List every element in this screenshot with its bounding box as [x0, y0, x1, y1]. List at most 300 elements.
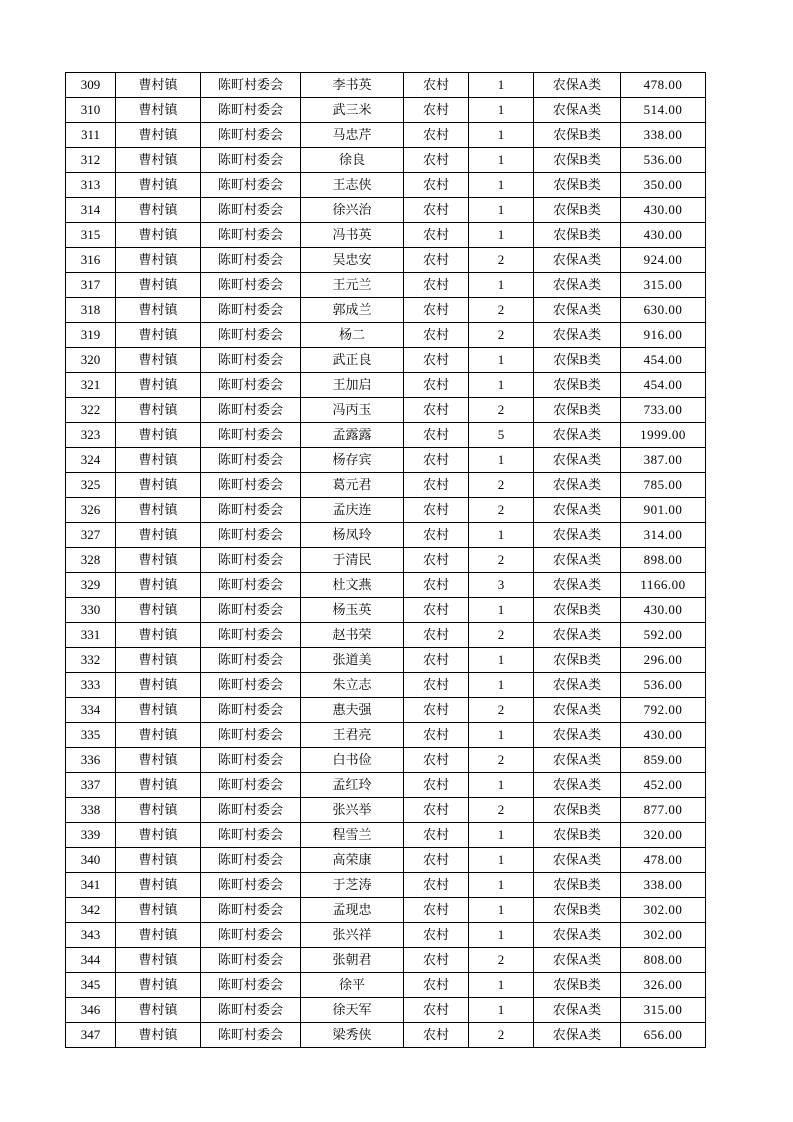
cell-household-type: 农村: [404, 773, 469, 798]
cell-household-type: 农村: [404, 323, 469, 348]
cell-person-count: 1: [469, 98, 534, 123]
cell-household-type: 农村: [404, 823, 469, 848]
cell-village: 陈町村委会: [201, 723, 301, 748]
cell-village: 陈町村委会: [201, 973, 301, 998]
cell-town: 曹村镇: [116, 398, 201, 423]
cell-village: 陈町村委会: [201, 323, 301, 348]
cell-insurance-category: 农保B类: [534, 798, 621, 823]
cell-household-type: 农村: [404, 673, 469, 698]
cell-person-count: 2: [469, 623, 534, 648]
table-row: [66, 873, 706, 898]
cell-insurance-category: 农保A类: [534, 748, 621, 773]
cell-town: 曹村镇: [116, 548, 201, 573]
table-row: [66, 973, 706, 998]
cell-insurance-category: 农保B类: [534, 348, 621, 373]
cell-person-count: 1: [469, 923, 534, 948]
cell-household-type: 农村: [404, 923, 469, 948]
cell-village: 陈町村委会: [201, 848, 301, 873]
cell-amount: 314.00: [621, 523, 706, 548]
cell-amount: 536.00: [621, 673, 706, 698]
cell-village: 陈町村委会: [201, 873, 301, 898]
cell-person-name: 葛元君: [301, 473, 404, 498]
cell-person-count: 1: [469, 173, 534, 198]
cell-insurance-category: 农保B类: [534, 648, 621, 673]
cell-household-type: 农村: [404, 148, 469, 173]
cell-person-name: 杨玉英: [301, 598, 404, 623]
cell-seq: 313: [66, 173, 116, 198]
table-row: [66, 998, 706, 1023]
cell-person-name: 梁秀侠: [301, 1023, 404, 1048]
cell-amount: 916.00: [621, 323, 706, 348]
cell-household-type: 农村: [404, 948, 469, 973]
cell-insurance-category: 农保A类: [534, 1023, 621, 1048]
cell-person-count: 2: [469, 798, 534, 823]
cell-person-count: 1: [469, 673, 534, 698]
cell-town: 曹村镇: [116, 873, 201, 898]
cell-person-count: 1: [469, 998, 534, 1023]
cell-amount: 1166.00: [621, 573, 706, 598]
table-row: [66, 648, 706, 673]
cell-amount: 430.00: [621, 598, 706, 623]
cell-person-name: 高荣康: [301, 848, 404, 873]
table-row: [66, 298, 706, 323]
table-row: [66, 598, 706, 623]
table-row: [66, 223, 706, 248]
table-row: [66, 673, 706, 698]
cell-person-name: 孟红玲: [301, 773, 404, 798]
cell-seq: 319: [66, 323, 116, 348]
table-row: [66, 798, 706, 823]
cell-amount: 430.00: [621, 223, 706, 248]
cell-village: 陈町村委会: [201, 648, 301, 673]
cell-insurance-category: 农保B类: [534, 173, 621, 198]
cell-town: 曹村镇: [116, 998, 201, 1023]
cell-person-name: 张道美: [301, 648, 404, 673]
table-row: [66, 423, 706, 448]
cell-seq: 343: [66, 923, 116, 948]
cell-person-name: 程雪兰: [301, 823, 404, 848]
cell-seq: 320: [66, 348, 116, 373]
cell-seq: 322: [66, 398, 116, 423]
cell-household-type: 农村: [404, 223, 469, 248]
cell-town: 曹村镇: [116, 423, 201, 448]
cell-seq: 317: [66, 273, 116, 298]
cell-amount: 478.00: [621, 848, 706, 873]
cell-seq: 337: [66, 773, 116, 798]
cell-seq: 321: [66, 373, 116, 398]
cell-person-count: 5: [469, 423, 534, 448]
cell-seq: 326: [66, 498, 116, 523]
cell-amount: 320.00: [621, 823, 706, 848]
cell-person-count: 1: [469, 723, 534, 748]
cell-village: 陈町村委会: [201, 673, 301, 698]
table-row: [66, 373, 706, 398]
cell-town: 曹村镇: [116, 348, 201, 373]
cell-insurance-category: 农保A类: [534, 548, 621, 573]
cell-amount: 1999.00: [621, 423, 706, 448]
table-row: [66, 898, 706, 923]
cell-insurance-category: 农保B类: [534, 823, 621, 848]
cell-amount: 387.00: [621, 448, 706, 473]
cell-person-name: 李书英: [301, 73, 404, 98]
cell-person-name: 王元兰: [301, 273, 404, 298]
cell-household-type: 农村: [404, 698, 469, 723]
cell-amount: 877.00: [621, 798, 706, 823]
cell-person-count: 1: [469, 448, 534, 473]
cell-person-name: 白书俭: [301, 748, 404, 773]
cell-household-type: 农村: [404, 348, 469, 373]
cell-village: 陈町村委会: [201, 298, 301, 323]
cell-town: 曹村镇: [116, 798, 201, 823]
cell-person-name: 郭成兰: [301, 298, 404, 323]
cell-household-type: 农村: [404, 623, 469, 648]
table-row: [66, 98, 706, 123]
cell-person-count: 1: [469, 523, 534, 548]
cell-seq: 341: [66, 873, 116, 898]
cell-town: 曹村镇: [116, 1023, 201, 1048]
cell-amount: 808.00: [621, 948, 706, 973]
cell-town: 曹村镇: [116, 623, 201, 648]
cell-village: 陈町村委会: [201, 148, 301, 173]
cell-insurance-category: 农保A类: [534, 948, 621, 973]
cell-amount: 656.00: [621, 1023, 706, 1048]
cell-person-count: 1: [469, 898, 534, 923]
cell-village: 陈町村委会: [201, 898, 301, 923]
cell-amount: 592.00: [621, 623, 706, 648]
cell-household-type: 农村: [404, 448, 469, 473]
cell-town: 曹村镇: [116, 323, 201, 348]
cell-amount: 430.00: [621, 723, 706, 748]
cell-village: 陈町村委会: [201, 173, 301, 198]
cell-town: 曹村镇: [116, 473, 201, 498]
cell-insurance-category: 农保B类: [534, 373, 621, 398]
cell-household-type: 农村: [404, 748, 469, 773]
cell-insurance-category: 农保B类: [534, 148, 621, 173]
cell-person-count: 2: [469, 248, 534, 273]
cell-person-name: 张朝君: [301, 948, 404, 973]
cell-seq: 344: [66, 948, 116, 973]
cell-person-count: 2: [469, 1023, 534, 1048]
cell-town: 曹村镇: [116, 373, 201, 398]
cell-person-name: 武三米: [301, 98, 404, 123]
cell-seq: 318: [66, 298, 116, 323]
cell-person-name: 张兴祥: [301, 923, 404, 948]
cell-amount: 454.00: [621, 348, 706, 373]
cell-insurance-category: 农保B类: [534, 198, 621, 223]
cell-person-count: 3: [469, 573, 534, 598]
cell-town: 曹村镇: [116, 773, 201, 798]
cell-village: 陈町村委会: [201, 748, 301, 773]
cell-person-count: 2: [469, 398, 534, 423]
cell-village: 陈町村委会: [201, 998, 301, 1023]
cell-person-count: 1: [469, 273, 534, 298]
cell-town: 曹村镇: [116, 698, 201, 723]
cell-town: 曹村镇: [116, 748, 201, 773]
cell-person-name: 杨二: [301, 323, 404, 348]
cell-insurance-category: 农保B类: [534, 973, 621, 998]
cell-household-type: 农村: [404, 248, 469, 273]
cell-amount: 898.00: [621, 548, 706, 573]
cell-person-count: 1: [469, 648, 534, 673]
cell-household-type: 农村: [404, 373, 469, 398]
cell-insurance-category: 农保A类: [534, 923, 621, 948]
cell-village: 陈町村委会: [201, 498, 301, 523]
cell-insurance-category: 农保A类: [534, 623, 621, 648]
cell-seq: 323: [66, 423, 116, 448]
table-row: [66, 473, 706, 498]
cell-person-name: 孟现忠: [301, 898, 404, 923]
cell-household-type: 农村: [404, 998, 469, 1023]
cell-household-type: 农村: [404, 98, 469, 123]
cell-person-name: 冯丙玉: [301, 398, 404, 423]
cell-town: 曹村镇: [116, 823, 201, 848]
cell-village: 陈町村委会: [201, 98, 301, 123]
cell-household-type: 农村: [404, 398, 469, 423]
cell-village: 陈町村委会: [201, 423, 301, 448]
cell-village: 陈町村委会: [201, 73, 301, 98]
table-row: [66, 398, 706, 423]
cell-town: 曹村镇: [116, 848, 201, 873]
cell-town: 曹村镇: [116, 98, 201, 123]
cell-village: 陈町村委会: [201, 1023, 301, 1048]
cell-household-type: 农村: [404, 598, 469, 623]
cell-seq: 325: [66, 473, 116, 498]
cell-village: 陈町村委会: [201, 398, 301, 423]
cell-village: 陈町村委会: [201, 598, 301, 623]
cell-town: 曹村镇: [116, 198, 201, 223]
cell-household-type: 农村: [404, 423, 469, 448]
cell-insurance-category: 农保A类: [534, 673, 621, 698]
cell-amount: 901.00: [621, 498, 706, 523]
cell-seq: 330: [66, 598, 116, 623]
cell-amount: 478.00: [621, 73, 706, 98]
cell-amount: 302.00: [621, 898, 706, 923]
cell-amount: 338.00: [621, 123, 706, 148]
cell-village: 陈町村委会: [201, 773, 301, 798]
cell-town: 曹村镇: [116, 523, 201, 548]
cell-insurance-category: 农保A类: [534, 723, 621, 748]
table-row: [66, 123, 706, 148]
cell-town: 曹村镇: [116, 498, 201, 523]
cell-seq: 333: [66, 673, 116, 698]
cell-town: 曹村镇: [116, 573, 201, 598]
cell-person-count: 1: [469, 148, 534, 173]
cell-household-type: 农村: [404, 73, 469, 98]
table-row: [66, 848, 706, 873]
cell-person-count: 1: [469, 848, 534, 873]
cell-person-name: 孟庆连: [301, 498, 404, 523]
cell-insurance-category: 农保A类: [534, 773, 621, 798]
cell-household-type: 农村: [404, 1023, 469, 1048]
cell-town: 曹村镇: [116, 223, 201, 248]
cell-person-count: 1: [469, 73, 534, 98]
table-row: [66, 198, 706, 223]
cell-village: 陈町村委会: [201, 523, 301, 548]
cell-town: 曹村镇: [116, 948, 201, 973]
cell-seq: 328: [66, 548, 116, 573]
cell-household-type: 农村: [404, 523, 469, 548]
cell-person-name: 徐平: [301, 973, 404, 998]
cell-seq: 334: [66, 698, 116, 723]
cell-seq: 327: [66, 523, 116, 548]
cell-town: 曹村镇: [116, 248, 201, 273]
cell-person-name: 王加启: [301, 373, 404, 398]
cell-town: 曹村镇: [116, 648, 201, 673]
cell-town: 曹村镇: [116, 973, 201, 998]
table-row: [66, 823, 706, 848]
social-insurance-table: [65, 72, 706, 1048]
cell-household-type: 农村: [404, 548, 469, 573]
table-row: [66, 623, 706, 648]
cell-amount: 859.00: [621, 748, 706, 773]
cell-insurance-category: 农保A类: [534, 298, 621, 323]
cell-person-name: 王君亮: [301, 723, 404, 748]
cell-amount: 630.00: [621, 298, 706, 323]
table-row: [66, 748, 706, 773]
table-row: [66, 1023, 706, 1048]
cell-person-count: 2: [469, 548, 534, 573]
cell-seq: 329: [66, 573, 116, 598]
cell-amount: 792.00: [621, 698, 706, 723]
cell-amount: 514.00: [621, 98, 706, 123]
cell-insurance-category: 农保A类: [534, 848, 621, 873]
cell-village: 陈町村委会: [201, 798, 301, 823]
table-row: [66, 73, 706, 98]
cell-household-type: 农村: [404, 573, 469, 598]
cell-person-name: 徐兴治: [301, 198, 404, 223]
cell-household-type: 农村: [404, 473, 469, 498]
cell-person-name: 徐良: [301, 148, 404, 173]
table-row: [66, 573, 706, 598]
cell-seq: 338: [66, 798, 116, 823]
cell-household-type: 农村: [404, 848, 469, 873]
cell-amount: 785.00: [621, 473, 706, 498]
cell-amount: 315.00: [621, 998, 706, 1023]
cell-village: 陈町村委会: [201, 548, 301, 573]
table-row: [66, 923, 706, 948]
table-row: [66, 773, 706, 798]
table-row: [66, 248, 706, 273]
cell-household-type: 农村: [404, 898, 469, 923]
cell-amount: 452.00: [621, 773, 706, 798]
cell-seq: 311: [66, 123, 116, 148]
cell-insurance-category: 农保A类: [534, 323, 621, 348]
cell-person-name: 王志侠: [301, 173, 404, 198]
cell-amount: 302.00: [621, 923, 706, 948]
cell-village: 陈町村委会: [201, 698, 301, 723]
cell-household-type: 农村: [404, 973, 469, 998]
cell-seq: 312: [66, 148, 116, 173]
cell-person-name: 于芝涛: [301, 873, 404, 898]
cell-seq: 342: [66, 898, 116, 923]
cell-insurance-category: 农保A类: [534, 248, 621, 273]
cell-amount: 350.00: [621, 173, 706, 198]
cell-seq: 345: [66, 973, 116, 998]
cell-town: 曹村镇: [116, 923, 201, 948]
cell-village: 陈町村委会: [201, 248, 301, 273]
cell-town: 曹村镇: [116, 723, 201, 748]
cell-village: 陈町村委会: [201, 123, 301, 148]
cell-seq: 332: [66, 648, 116, 673]
cell-person-count: 2: [469, 473, 534, 498]
cell-insurance-category: 农保B类: [534, 898, 621, 923]
table-row: [66, 348, 706, 373]
cell-town: 曹村镇: [116, 673, 201, 698]
cell-amount: 338.00: [621, 873, 706, 898]
cell-amount: 924.00: [621, 248, 706, 273]
cell-town: 曹村镇: [116, 173, 201, 198]
cell-person-name: 赵书荣: [301, 623, 404, 648]
table-row: [66, 273, 706, 298]
cell-village: 陈町村委会: [201, 473, 301, 498]
cell-household-type: 农村: [404, 123, 469, 148]
cell-household-type: 农村: [404, 723, 469, 748]
cell-person-count: 2: [469, 748, 534, 773]
cell-person-count: 1: [469, 823, 534, 848]
cell-seq: 314: [66, 198, 116, 223]
cell-amount: 430.00: [621, 198, 706, 223]
cell-household-type: 农村: [404, 198, 469, 223]
cell-person-name: 冯书英: [301, 223, 404, 248]
cell-town: 曹村镇: [116, 73, 201, 98]
cell-person-count: 1: [469, 598, 534, 623]
table-row: [66, 523, 706, 548]
cell-person-name: 徐天军: [301, 998, 404, 1023]
cell-person-count: 2: [469, 298, 534, 323]
cell-household-type: 农村: [404, 298, 469, 323]
cell-insurance-category: 农保A类: [534, 698, 621, 723]
cell-person-name: 朱立志: [301, 673, 404, 698]
cell-amount: 454.00: [621, 373, 706, 398]
cell-insurance-category: 农保B类: [534, 398, 621, 423]
cell-village: 陈町村委会: [201, 823, 301, 848]
cell-insurance-category: 农保A类: [534, 98, 621, 123]
cell-town: 曹村镇: [116, 123, 201, 148]
cell-household-type: 农村: [404, 498, 469, 523]
cell-insurance-category: 农保B类: [534, 223, 621, 248]
cell-seq: 316: [66, 248, 116, 273]
cell-amount: 296.00: [621, 648, 706, 673]
cell-village: 陈町村委会: [201, 348, 301, 373]
cell-village: 陈町村委会: [201, 198, 301, 223]
cell-person-count: 1: [469, 348, 534, 373]
table-row: [66, 698, 706, 723]
cell-town: 曹村镇: [116, 298, 201, 323]
table-row: [66, 948, 706, 973]
cell-person-count: 1: [469, 373, 534, 398]
cell-household-type: 农村: [404, 873, 469, 898]
cell-person-name: 武正良: [301, 348, 404, 373]
cell-household-type: 农村: [404, 273, 469, 298]
cell-village: 陈町村委会: [201, 573, 301, 598]
cell-household-type: 农村: [404, 798, 469, 823]
cell-seq: 309: [66, 73, 116, 98]
table-row: [66, 148, 706, 173]
cell-seq: 336: [66, 748, 116, 773]
cell-seq: 335: [66, 723, 116, 748]
cell-household-type: 农村: [404, 648, 469, 673]
cell-amount: 326.00: [621, 973, 706, 998]
cell-village: 陈町村委会: [201, 273, 301, 298]
table-row: [66, 498, 706, 523]
cell-person-name: 杨存宾: [301, 448, 404, 473]
cell-amount: 536.00: [621, 148, 706, 173]
cell-insurance-category: 农保A类: [534, 998, 621, 1023]
cell-village: 陈町村委会: [201, 923, 301, 948]
cell-person-count: 2: [469, 498, 534, 523]
cell-seq: 347: [66, 1023, 116, 1048]
cell-household-type: 农村: [404, 173, 469, 198]
